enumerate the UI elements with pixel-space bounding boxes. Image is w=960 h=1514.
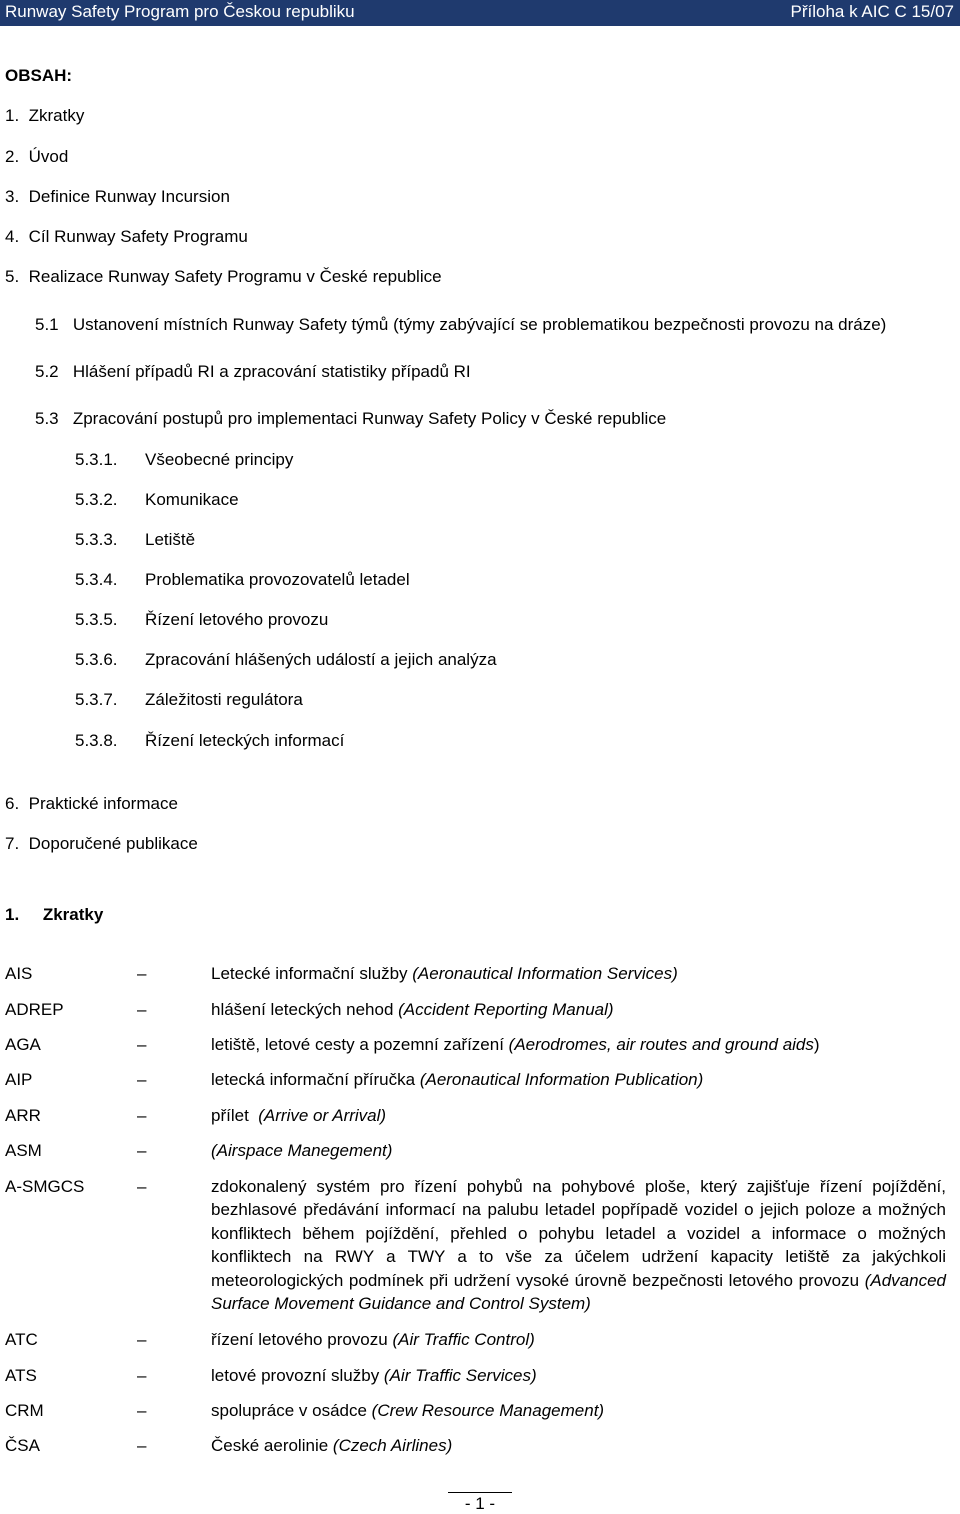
toc-item[interactable]: 3. Definice Runway Incursion bbox=[5, 187, 230, 206]
abbreviation-definition: (Airspace Manegement) bbox=[211, 1141, 393, 1160]
abbreviation-definition: řízení letového provozu (Air Traffic Control) bbox=[211, 1330, 535, 1349]
abbreviation-dash: – bbox=[137, 1070, 147, 1089]
header-title: Runway Safety Program pro Českou republiku bbox=[5, 2, 355, 21]
toc-item[interactable]: 4. Cíl Runway Safety Programu bbox=[5, 227, 248, 246]
toc-item[interactable]: Řízení letového provozu bbox=[145, 610, 329, 629]
abbreviation-dash: – bbox=[137, 1177, 147, 1196]
toc-item-num: 5.3.8. bbox=[75, 731, 118, 750]
toc-item[interactable]: 5.1 Ustanovení místních Runway Safety týmů (týmy zabývající se problematikou bezpečnosti provozu na dráze) bbox=[35, 315, 887, 334]
toc-item-num: 5.3.7. bbox=[75, 690, 118, 709]
toc-item[interactable]: 6. Praktické informace bbox=[5, 794, 178, 813]
abbreviation-dash: – bbox=[137, 1330, 147, 1349]
abbreviation-term: AGA bbox=[5, 1035, 41, 1054]
toc-item[interactable]: 2. Úvod bbox=[5, 147, 69, 166]
abbreviation-definition: přílet (Arrive or Arrival) bbox=[211, 1106, 387, 1125]
toc-item[interactable]: 5.3 Zpracování postupů pro implementaci Runway Safety Policy v České republice bbox=[35, 409, 667, 428]
abbreviation-definition: letové provozní služby (Air Traffic Services) bbox=[211, 1366, 537, 1385]
toc-item[interactable]: Problematika provozovatelů letadel bbox=[145, 570, 410, 589]
abbreviation-definition: letiště, letové cesty a pozemní zařízení (Aerodromes, air routes and ground aids) bbox=[211, 1035, 820, 1054]
toc-item-num: 5.3.4. bbox=[75, 570, 118, 589]
toc-item[interactable]: Všeobecné principy bbox=[145, 450, 294, 469]
toc-item-num: 5.3.3. bbox=[75, 530, 118, 549]
abbreviation-dash: – bbox=[137, 1366, 147, 1385]
header-reference: Příloha k AIC C 15/07 bbox=[790, 2, 954, 21]
toc-item-num: 5.3.5. bbox=[75, 610, 118, 629]
toc-item-num: 5.3.2. bbox=[75, 490, 118, 509]
toc-item[interactable]: 5.2 Hlášení případů RI a zpracování statistiky případů RI bbox=[35, 362, 471, 381]
abbreviation-term: AIP bbox=[5, 1070, 33, 1089]
toc-heading: OBSAH: bbox=[5, 66, 73, 85]
abbreviation-term: ASM bbox=[5, 1141, 42, 1160]
abbreviation-term: ČSA bbox=[5, 1436, 40, 1455]
toc-item-num: 5.3.1. bbox=[75, 450, 118, 469]
toc-item[interactable]: Zpracování hlášených událostí a jejich analýza bbox=[145, 650, 497, 669]
abbreviation-definition: zdokonalený systém pro řízení pohybů na pohybové ploše, který zajišťuje řízení pojíždění, bezhlasové předávání informací na palubu letadel popřípadě vozidel o jejich poloze a možných konfliktech během pojíždění, přehled o pohybu letadel a vozidel a informace o možných konfliktech na RWY a TWY a to vše za účelem udržení kapacity letiště za jakýchkoli meteorologických podmínek při udržení vysoké úrovně bezpečnosti letového provozu (Advanced Surface Movement Guidance and Control System) bbox=[211, 1177, 946, 1314]
abbreviation-definition: Letecké informační služby (Aeronautical Information Services) bbox=[211, 964, 678, 983]
abbreviation-dash: – bbox=[137, 964, 147, 983]
toc-item[interactable]: Komunikace bbox=[145, 490, 239, 509]
page-footer bbox=[0, 1494, 960, 1514]
toc-item[interactable]: Záležitosti regulátora bbox=[145, 690, 303, 709]
abbreviation-term: AIS bbox=[5, 964, 33, 983]
abbreviation-definition: České aerolinie (Czech Airlines) bbox=[211, 1436, 453, 1455]
abbreviation-dash: – bbox=[137, 1401, 147, 1420]
abbreviation-dash: – bbox=[137, 1436, 147, 1455]
abbreviation-dash: – bbox=[137, 1035, 147, 1054]
page-header bbox=[0, 0, 960, 26]
toc-item[interactable]: 1. Zkratky bbox=[5, 106, 85, 125]
section-heading: 1. Zkratky bbox=[5, 905, 104, 924]
toc-item-num: 5.3.6. bbox=[75, 650, 118, 669]
footer-rule bbox=[448, 1492, 512, 1493]
abbreviation-definition: letecká informační příručka (Aeronautical Information Publication) bbox=[211, 1070, 704, 1089]
abbreviation-dash: – bbox=[137, 1141, 147, 1160]
abbreviation-term: ATC bbox=[5, 1330, 38, 1349]
toc-item[interactable]: 7. Doporučené publikace bbox=[5, 834, 198, 853]
abbreviation-definition: spolupráce v osádce (Crew Resource Management) bbox=[211, 1401, 605, 1420]
abbreviation-definition: hlášení leteckých nehod (Accident Reporting Manual) bbox=[211, 1000, 614, 1019]
abbreviation-term: CRM bbox=[5, 1401, 44, 1420]
toc-item[interactable]: Řízení leteckých informací bbox=[145, 731, 345, 750]
abbreviation-term: A-SMGCS bbox=[5, 1177, 85, 1196]
toc-item[interactable]: 5. Realizace Runway Safety Programu v České republice bbox=[5, 267, 442, 286]
abbreviation-term: ARR bbox=[5, 1106, 41, 1125]
abbreviation-dash: – bbox=[137, 1000, 147, 1019]
toc-item[interactable]: Letiště bbox=[145, 530, 196, 549]
page-number: - 1 - bbox=[464, 1494, 496, 1513]
abbreviation-term: ADREP bbox=[5, 1000, 64, 1019]
abbreviation-term: ATS bbox=[5, 1366, 37, 1385]
abbreviation-dash: – bbox=[137, 1106, 147, 1125]
